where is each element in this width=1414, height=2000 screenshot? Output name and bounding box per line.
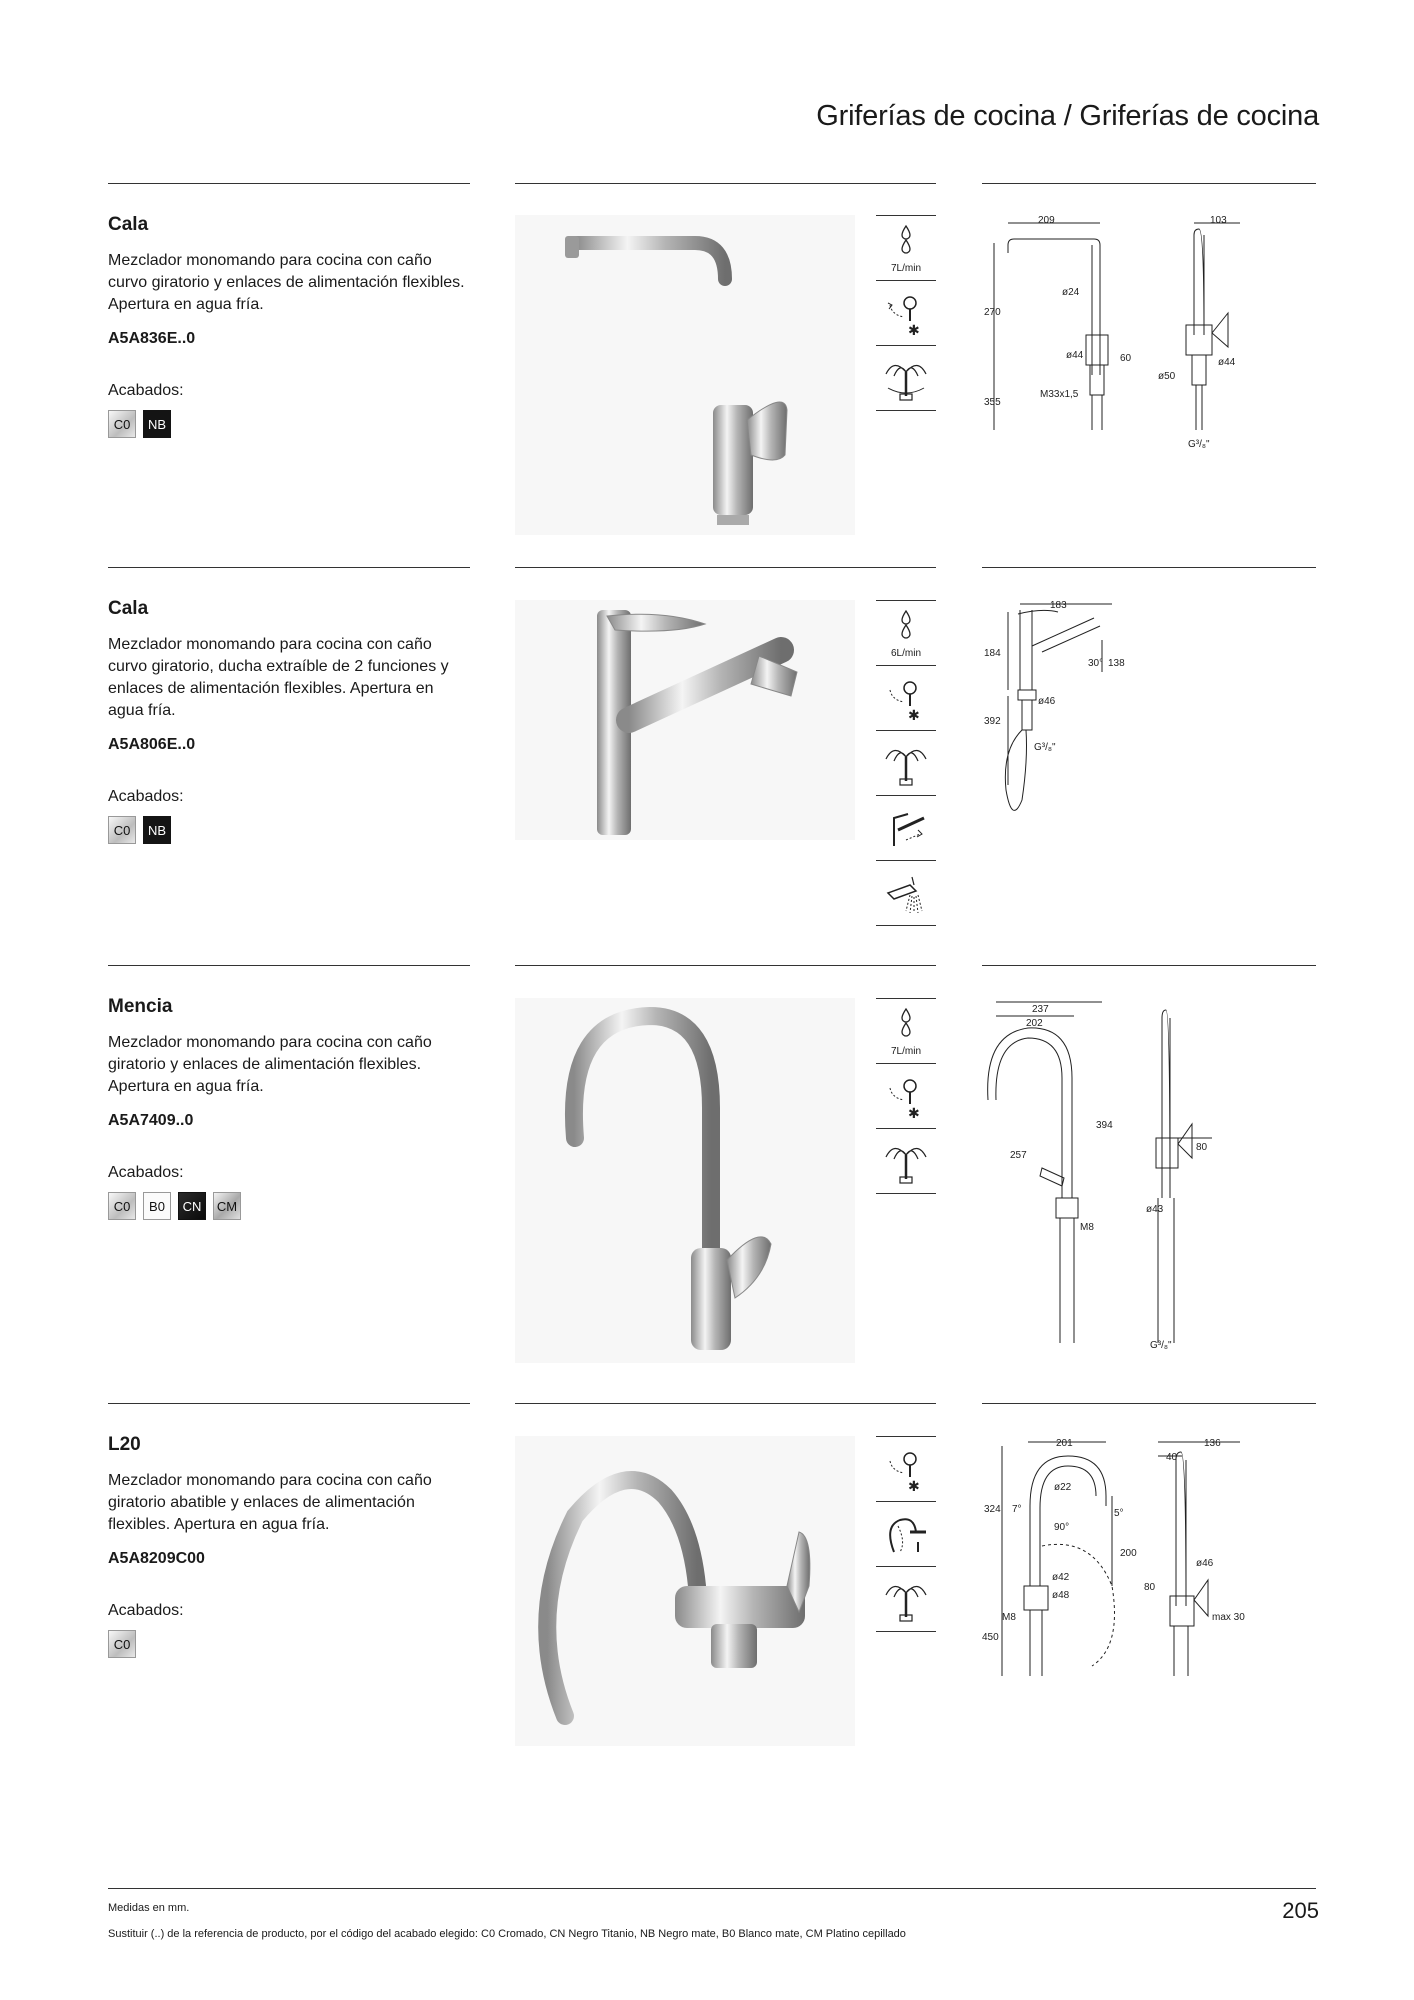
cold-start-feature (876, 665, 936, 730)
dimension-label: 7° (1012, 1504, 1022, 1515)
swivel-spout-icon (880, 735, 932, 791)
dimension-label: ø46 (1196, 1558, 1214, 1569)
dimension-label: 103 (1210, 215, 1227, 226)
dimension-label: 90° (1054, 1522, 1070, 1533)
flow-rate-label: 6L/min (890, 648, 921, 659)
product-photo-faucet (515, 1436, 855, 1746)
feature-icons (876, 1436, 936, 1632)
dimension-label: 183 (1050, 600, 1067, 611)
svg-text:✱: ✱ (908, 322, 920, 338)
finish-swatch-nb[interactable]: NB (143, 816, 171, 844)
flow-rate-feature (876, 998, 936, 1063)
page-number: 205 (1282, 1898, 1319, 1923)
flow-rate-label: 7L/min (890, 1046, 921, 1057)
dimension-label: ø22 (1054, 1482, 1072, 1493)
product-name: Cala (108, 598, 149, 619)
product-info (108, 214, 470, 438)
cold-water-opening-icon (880, 1441, 932, 1497)
dimension-label: ø44 (1066, 350, 1084, 361)
product-name: L20 (108, 1434, 141, 1455)
svg-text:✱: ✱ (908, 707, 920, 723)
dimension-label: 202 (1026, 1018, 1043, 1029)
divider (982, 1403, 1316, 1404)
finish-swatches (108, 410, 470, 438)
product-photo-faucet (515, 215, 855, 535)
cold-start-feature (876, 280, 936, 345)
dimension-label: ø42 (1052, 1572, 1070, 1583)
divider (515, 1403, 936, 1404)
dimension-label: ø24 (1062, 287, 1080, 298)
swivel-spout-icon (880, 350, 932, 406)
feature-icons (876, 600, 936, 926)
finish-swatch-c0[interactable]: C0 (108, 1192, 136, 1220)
product-info (108, 598, 470, 844)
finish-swatch-c0[interactable]: C0 (108, 410, 136, 438)
product-reference: A5A806E..0 (108, 736, 196, 753)
dimension-label: 355 (984, 397, 1001, 408)
fold-down-spout-feature (876, 1501, 936, 1566)
product-description: Mezclador monomando para cocina con caño curvo giratorio y enlaces de alimentación flexibles. Apertura en agua fría. (108, 252, 465, 313)
product-description: Mezclador monomando para cocina con caño giratorio y enlaces de alimentación flexibles. Apertura en agua fría. (108, 1034, 432, 1095)
dimension-label: max 30 (1212, 1612, 1245, 1623)
feature-icons (876, 998, 936, 1194)
swivel-spout-icon (880, 1133, 932, 1189)
product-name: Mencia (108, 996, 173, 1017)
product-description: Mezclador monomando para cocina con caño curvo giratorio, ducha extraíble de 2 funciones y enlaces de alimentación flexibles. Apertura en agua fría. (108, 636, 449, 719)
dimension-label: 270 (984, 307, 1001, 318)
finishes-label: Acabados: (108, 1602, 184, 1619)
dimension-label: M8 (1080, 1222, 1094, 1233)
dimension-label: 237 (1032, 1004, 1049, 1015)
divider (108, 965, 470, 966)
two-function-spray-feature (876, 860, 936, 926)
pull-out-feature (876, 795, 936, 860)
dimension-label: M8 (1002, 1612, 1016, 1623)
divider (108, 183, 470, 184)
divider (982, 183, 1316, 184)
water-drop-icon (880, 220, 932, 260)
technical-drawing (982, 215, 1316, 455)
fold-down-spout-icon (880, 1506, 932, 1562)
cold-water-opening-icon (880, 670, 932, 726)
page-title: Griferías de cocina / Griferías de cocina (816, 100, 1319, 132)
divider (108, 1403, 470, 1404)
cold-water-opening-icon (880, 1068, 932, 1124)
svg-text:✱: ✱ (908, 1105, 920, 1121)
flow-rate-feature (876, 215, 936, 280)
footer-note-units: Medidas en mm. (108, 1902, 190, 1914)
divider (515, 567, 936, 568)
technical-drawing (982, 1436, 1316, 1696)
dimension-label: 450 (982, 1632, 999, 1643)
swivel-spout-feature (876, 1128, 936, 1194)
svg-text:✱: ✱ (908, 1478, 920, 1494)
water-drop-icon (880, 1003, 932, 1043)
cold-start-feature (876, 1063, 936, 1128)
finishes-label: Acabados: (108, 1164, 184, 1181)
dimension-label: ø43 (1146, 1204, 1164, 1215)
divider (982, 567, 1316, 568)
pull-out-spray-icon (880, 800, 932, 856)
swivel-spout-feature (876, 730, 936, 795)
dimension-label: 392 (984, 716, 1001, 727)
product-photo-faucet (515, 600, 855, 840)
swivel-spout-feature (876, 345, 936, 411)
divider (982, 965, 1316, 966)
dimension-label: 184 (984, 648, 1001, 659)
dimension-label: M33x1,5 (1040, 389, 1079, 400)
finish-swatches (108, 816, 470, 844)
finish-swatch-cm[interactable]: CM (213, 1192, 241, 1220)
cold-water-opening-icon (880, 285, 932, 341)
dimension-label: ø48 (1052, 1590, 1070, 1601)
product-name: Cala (108, 214, 149, 235)
dimension-label: 80 (1196, 1142, 1208, 1153)
dimension-label: G³/₈" (1188, 439, 1210, 450)
product-reference: A5A836E..0 (108, 330, 196, 347)
flow-rate-label: 7L/min (890, 263, 921, 274)
dimension-label: 40 (1166, 1452, 1178, 1463)
divider (515, 183, 936, 184)
flow-rate-feature (876, 600, 936, 665)
divider (515, 965, 936, 966)
product-reference: A5A7409..0 (108, 1112, 194, 1129)
product-info (108, 996, 470, 1220)
swivel-spout-feature (876, 1566, 936, 1632)
product-photo-faucet (515, 998, 855, 1363)
technical-drawing (982, 600, 1316, 830)
dimension-label: ø50 (1158, 371, 1176, 382)
dimension-label: 136 (1204, 1438, 1221, 1449)
finish-swatch-b0[interactable]: B0 (143, 1192, 171, 1220)
product-description: Mezclador monomando para cocina con caño giratorio abatible y enlaces de alimentación flexibles. Apertura en agua fría. (108, 1472, 432, 1533)
spray-functions-icon (880, 865, 932, 921)
dimension-label: 394 (1096, 1120, 1113, 1131)
dimension-label: 80 (1144, 1582, 1156, 1593)
dimension-label: G³/₈" (1150, 1340, 1172, 1351)
divider (108, 567, 470, 568)
finish-swatch-c0[interactable]: C0 (108, 1630, 136, 1658)
water-drop-icon (880, 605, 932, 645)
swivel-spout-icon (880, 1571, 932, 1627)
finishes-label: Acabados: (108, 788, 184, 805)
dimension-label: 60 (1120, 353, 1132, 364)
footer-divider (108, 1888, 1316, 1889)
dimension-label: 5° (1114, 1508, 1124, 1519)
finish-swatch-cn[interactable]: CN (178, 1192, 206, 1220)
finishes-label: Acabados: (108, 382, 184, 399)
technical-drawing (982, 998, 1316, 1353)
product-reference: A5A8209C00 (108, 1550, 205, 1567)
product-info (108, 1434, 470, 1658)
dimension-label: 209 (1038, 215, 1055, 226)
footer-note-finishes: Sustituir (..) de la referencia de producto, por el código del acabado elegido: C0 Cromado, CN Negro Titanio, NB Negro mate, B0 Blanco mate, CM Platino cepillado (108, 1928, 906, 1940)
dimension-label: 257 (1010, 1150, 1027, 1161)
cold-start-feature (876, 1436, 936, 1501)
dimension-label: G³/₈" (1034, 742, 1056, 753)
finish-swatch-c0[interactable]: C0 (108, 816, 136, 844)
dimension-label: 201 (1056, 1438, 1073, 1449)
dimension-label: 324 (984, 1504, 1001, 1515)
finish-swatches (108, 1630, 470, 1658)
dimension-label: ø44 (1218, 357, 1236, 368)
dimension-label: 138 (1108, 658, 1125, 669)
dimension-label: 30° (1088, 658, 1104, 669)
finish-swatch-nb[interactable]: NB (143, 410, 171, 438)
dimension-label: 200 (1120, 1548, 1137, 1559)
feature-icons (876, 215, 936, 411)
dimension-label: ø46 (1038, 696, 1056, 707)
finish-swatches (108, 1192, 470, 1220)
